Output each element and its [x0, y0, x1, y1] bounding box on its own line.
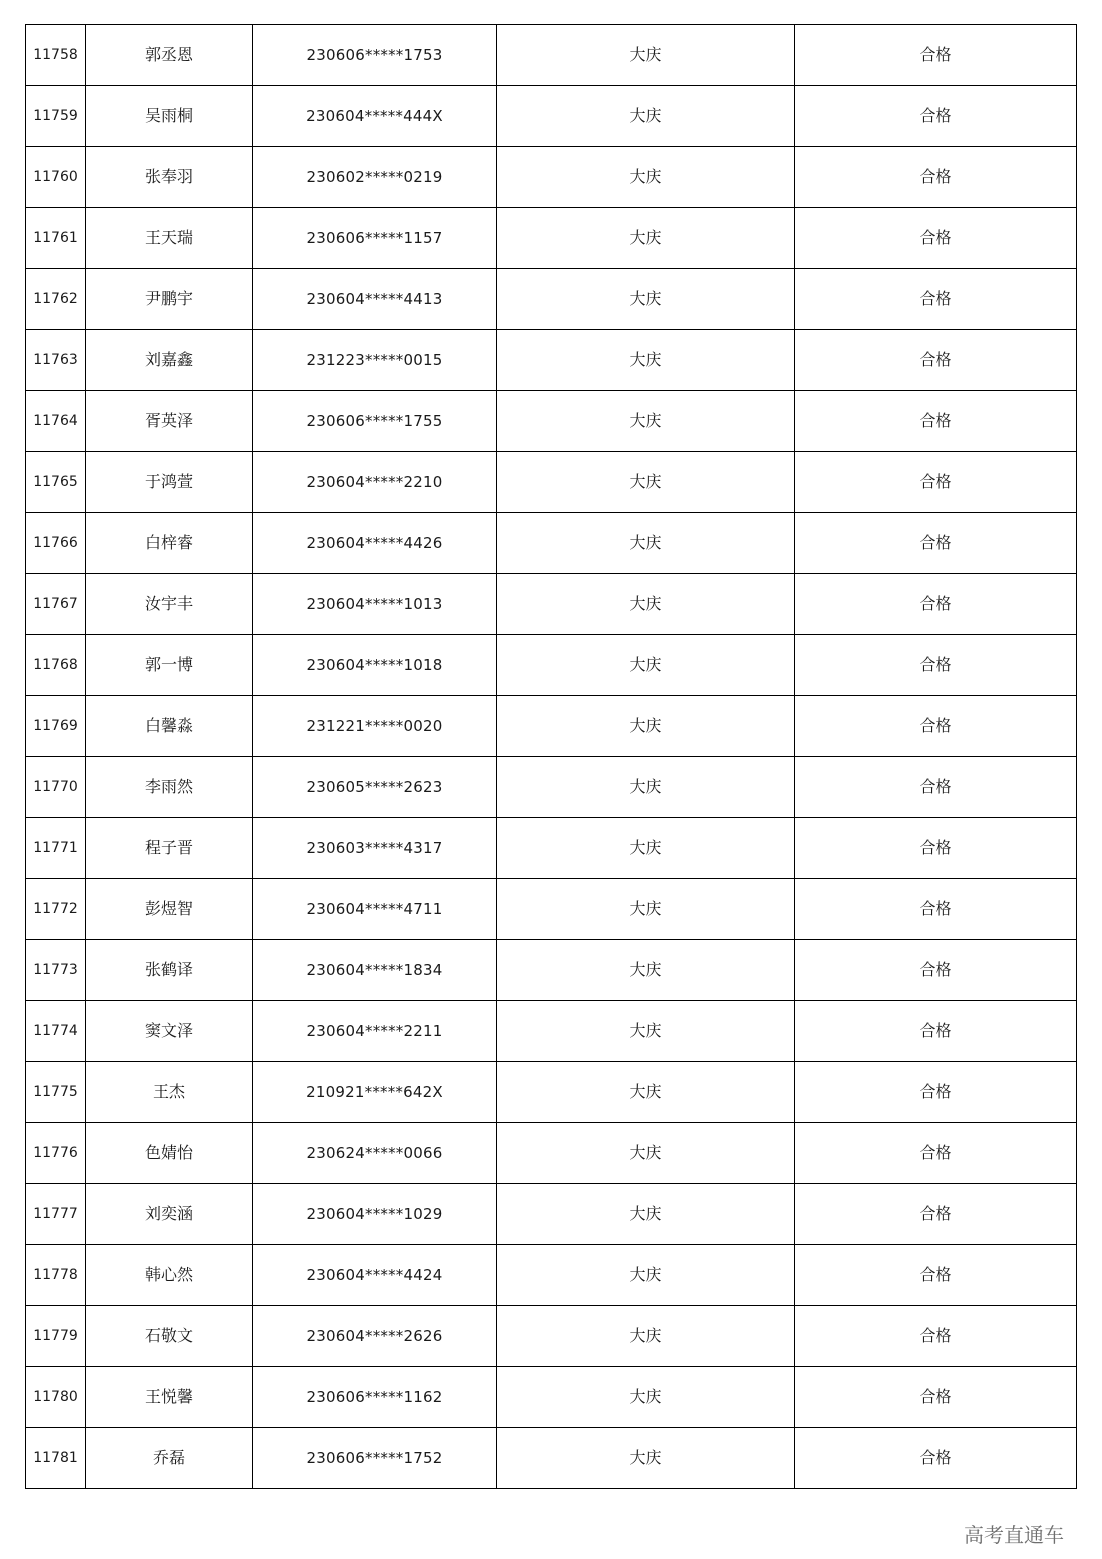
cell-city: 大庆: [497, 147, 795, 208]
cell-id-number: 230603*****4317: [253, 818, 497, 879]
table-row: [26, 1367, 1077, 1428]
cell-serial-number: 11774: [26, 1001, 86, 1062]
cell-status: 合格: [795, 25, 1077, 86]
table-row: [26, 330, 1077, 391]
cell-status: 合格: [795, 940, 1077, 1001]
cell-name: 白梓睿: [86, 513, 253, 574]
cell-status: 合格: [795, 635, 1077, 696]
cell-id-number: 230606*****1157: [253, 208, 497, 269]
cell-id-number: 230606*****1753: [253, 25, 497, 86]
cell-name: 王悦馨: [86, 1367, 253, 1428]
table-row: [26, 635, 1077, 696]
cell-id-number: 231223*****0015: [253, 330, 497, 391]
cell-city: 大庆: [497, 879, 795, 940]
watermark-text: 高考直通车: [964, 1523, 1064, 1547]
cell-serial-number: 11779: [26, 1306, 86, 1367]
table-row: [26, 757, 1077, 818]
cell-name: 李雨然: [86, 757, 253, 818]
cell-serial-number: 11773: [26, 940, 86, 1001]
cell-id-number: 231221*****0020: [253, 696, 497, 757]
cell-serial-number: 11772: [26, 879, 86, 940]
cell-city: 大庆: [497, 208, 795, 269]
table-row: [26, 1062, 1077, 1123]
cell-name: 张鹤译: [86, 940, 253, 1001]
cell-city: 大庆: [497, 1062, 795, 1123]
cell-id-number: 230604*****4426: [253, 513, 497, 574]
cell-serial-number: 11780: [26, 1367, 86, 1428]
cell-serial-number: 11763: [26, 330, 86, 391]
table-row: [26, 1123, 1077, 1184]
cell-name: 乔磊: [86, 1428, 253, 1489]
table-row: [26, 1306, 1077, 1367]
cell-id-number: 230604*****4413: [253, 269, 497, 330]
cell-name: 窦文泽: [86, 1001, 253, 1062]
cell-city: 大庆: [497, 391, 795, 452]
cell-id-number: 230604*****2626: [253, 1306, 497, 1367]
cell-status: 合格: [795, 86, 1077, 147]
cell-status: 合格: [795, 1367, 1077, 1428]
table-row: [26, 1428, 1077, 1489]
cell-status: 合格: [795, 1062, 1077, 1123]
cell-status: 合格: [795, 1184, 1077, 1245]
cell-name: 胥英泽: [86, 391, 253, 452]
cell-id-number: 230605*****2623: [253, 757, 497, 818]
cell-name: 王天瑞: [86, 208, 253, 269]
cell-status: 合格: [795, 818, 1077, 879]
table-row: [26, 208, 1077, 269]
cell-city: 大庆: [497, 1367, 795, 1428]
cell-id-number: 230604*****1018: [253, 635, 497, 696]
cell-name: 刘嘉鑫: [86, 330, 253, 391]
cell-city: 大庆: [497, 940, 795, 1001]
table-row: [26, 452, 1077, 513]
cell-status: 合格: [795, 696, 1077, 757]
cell-status: 合格: [795, 1123, 1077, 1184]
cell-id-number: 230606*****1162: [253, 1367, 497, 1428]
cell-status: 合格: [795, 1428, 1077, 1489]
cell-serial-number: 11760: [26, 147, 86, 208]
cell-serial-number: 11781: [26, 1428, 86, 1489]
cell-city: 大庆: [497, 1306, 795, 1367]
table-row: [26, 1245, 1077, 1306]
cell-status: 合格: [795, 1245, 1077, 1306]
cell-name: 白馨淼: [86, 696, 253, 757]
cell-serial-number: 11762: [26, 269, 86, 330]
cell-name: 王杰: [86, 1062, 253, 1123]
cell-status: 合格: [795, 269, 1077, 330]
cell-name: 刘奕涵: [86, 1184, 253, 1245]
cell-city: 大庆: [497, 696, 795, 757]
cell-id-number: 230602*****0219: [253, 147, 497, 208]
cell-name: 程子晋: [86, 818, 253, 879]
cell-serial-number: 11770: [26, 757, 86, 818]
table-row: [26, 940, 1077, 1001]
cell-id-number: 230604*****2211: [253, 1001, 497, 1062]
cell-city: 大庆: [497, 818, 795, 879]
cell-serial-number: 11768: [26, 635, 86, 696]
cell-status: 合格: [795, 757, 1077, 818]
cell-name: 张奉羽: [86, 147, 253, 208]
cell-city: 大庆: [497, 1245, 795, 1306]
cell-serial-number: 11761: [26, 208, 86, 269]
cell-id-number: 230606*****1755: [253, 391, 497, 452]
cell-serial-number: 11759: [26, 86, 86, 147]
cell-name: 石敬文: [86, 1306, 253, 1367]
cell-status: 合格: [795, 513, 1077, 574]
cell-status: 合格: [795, 1001, 1077, 1062]
table-row: [26, 879, 1077, 940]
cell-city: 大庆: [497, 269, 795, 330]
table-row: [26, 391, 1077, 452]
cell-name: 汝宇丰: [86, 574, 253, 635]
cell-name: 郭一博: [86, 635, 253, 696]
cell-name: 尹鹏宇: [86, 269, 253, 330]
cell-status: 合格: [795, 147, 1077, 208]
cell-status: 合格: [795, 391, 1077, 452]
cell-city: 大庆: [497, 452, 795, 513]
cell-id-number: 230604*****4424: [253, 1245, 497, 1306]
cell-id-number: 230624*****0066: [253, 1123, 497, 1184]
table-row: [26, 1184, 1077, 1245]
cell-city: 大庆: [497, 1184, 795, 1245]
cell-serial-number: 11765: [26, 452, 86, 513]
cell-name: 吴雨桐: [86, 86, 253, 147]
table-row: [26, 574, 1077, 635]
cell-serial-number: 11776: [26, 1123, 86, 1184]
cell-serial-number: 11769: [26, 696, 86, 757]
cell-city: 大庆: [497, 757, 795, 818]
cell-id-number: 230604*****2210: [253, 452, 497, 513]
table-row: [26, 513, 1077, 574]
cell-serial-number: 11767: [26, 574, 86, 635]
cell-city: 大庆: [497, 25, 795, 86]
cell-name: 于鸿萱: [86, 452, 253, 513]
cell-status: 合格: [795, 208, 1077, 269]
cell-id-number: 230604*****444X: [253, 86, 497, 147]
table-row: [26, 1001, 1077, 1062]
cell-name: 色婧怡: [86, 1123, 253, 1184]
cell-id-number: 230604*****1834: [253, 940, 497, 1001]
cell-serial-number: 11764: [26, 391, 86, 452]
cell-serial-number: 11775: [26, 1062, 86, 1123]
results-table: [25, 24, 1077, 1489]
cell-id-number: 230606*****1752: [253, 1428, 497, 1489]
table-row: [26, 696, 1077, 757]
cell-serial-number: 11766: [26, 513, 86, 574]
table-row: [26, 269, 1077, 330]
cell-id-number: 230604*****1029: [253, 1184, 497, 1245]
cell-city: 大庆: [497, 86, 795, 147]
cell-serial-number: 11777: [26, 1184, 86, 1245]
cell-id-number: 230604*****4711: [253, 879, 497, 940]
cell-status: 合格: [795, 1306, 1077, 1367]
cell-status: 合格: [795, 574, 1077, 635]
results-table-body: [26, 25, 1077, 1489]
cell-city: 大庆: [497, 513, 795, 574]
cell-id-number: 230604*****1013: [253, 574, 497, 635]
cell-serial-number: 11771: [26, 818, 86, 879]
cell-id-number: 210921*****642X: [253, 1062, 497, 1123]
table-row: [26, 818, 1077, 879]
cell-status: 合格: [795, 452, 1077, 513]
cell-name: 郭丞恩: [86, 25, 253, 86]
cell-city: 大庆: [497, 1001, 795, 1062]
table-row: [26, 147, 1077, 208]
cell-name: 彭煜智: [86, 879, 253, 940]
cell-name: 韩心然: [86, 1245, 253, 1306]
cell-city: 大庆: [497, 635, 795, 696]
cell-serial-number: 11758: [26, 25, 86, 86]
table-row: [26, 25, 1077, 86]
cell-city: 大庆: [497, 330, 795, 391]
cell-city: 大庆: [497, 1123, 795, 1184]
cell-status: 合格: [795, 879, 1077, 940]
cell-city: 大庆: [497, 1428, 795, 1489]
cell-city: 大庆: [497, 574, 795, 635]
cell-status: 合格: [795, 330, 1077, 391]
table-row: [26, 86, 1077, 147]
cell-serial-number: 11778: [26, 1245, 86, 1306]
